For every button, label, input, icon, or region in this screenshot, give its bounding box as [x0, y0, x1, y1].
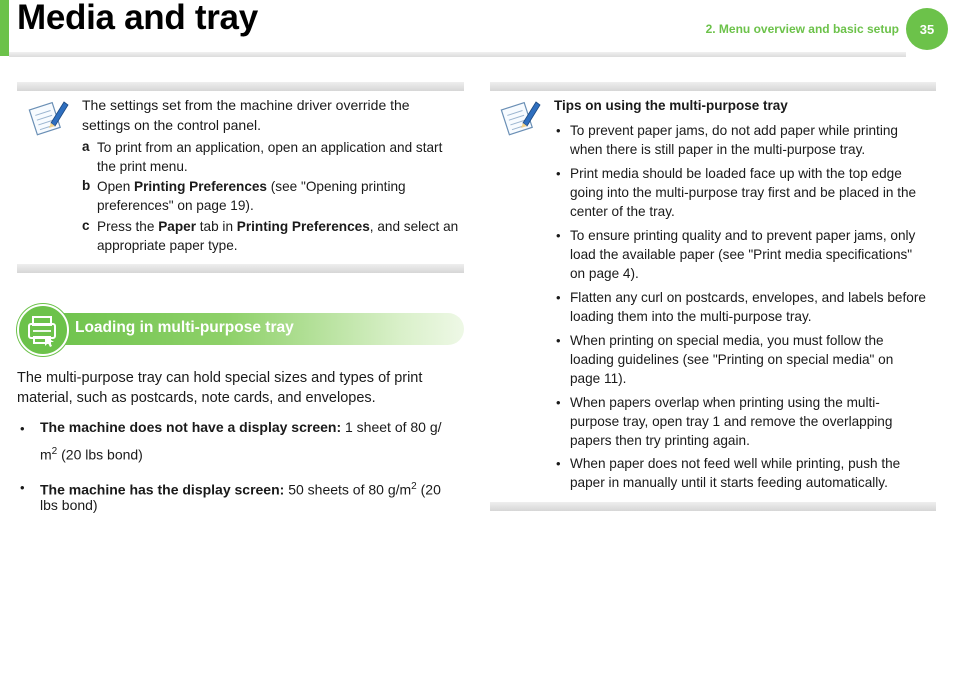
tip-bullet-dot: •: [556, 395, 561, 410]
step-text-part: Press the: [97, 219, 159, 234]
section-intro-line: material, such as postcards, note cards, and envelopes.: [17, 390, 376, 406]
tip-text-line: paper in manually until it starts feeding automatically.: [570, 475, 888, 490]
step-text-bold: Printing Preferences: [134, 179, 267, 194]
tip-text-line: going into the multi-purpose tray first and be placed in the: [570, 185, 917, 200]
tips-panel-top-bar: [490, 82, 936, 91]
note-panel-top-bar: [17, 82, 464, 91]
step-text: appropriate paper type.: [97, 238, 238, 253]
tip-bullet-dot: •: [556, 228, 561, 243]
superscript: 2: [51, 446, 58, 457]
tip-bullet-dot: •: [556, 290, 561, 305]
tip-text-line: loading guidelines (see "Printing on special media" on: [570, 352, 894, 367]
tip-text-line: page 11).: [570, 371, 627, 386]
tip-text-line: Flatten any curl on postcards, envelopes, and labels before: [570, 290, 926, 305]
bullet-dot: •: [20, 421, 25, 436]
capacity-label: The machine does not have a display screen:: [40, 419, 342, 435]
capacity-label: The machine has the display screen:: [40, 481, 285, 498]
page-number-badge: 35: [906, 8, 948, 50]
tip-bullet-dot: •: [556, 333, 561, 348]
superscript: 2: [411, 481, 417, 492]
note-intro-line: The settings set from the machine driver override the: [82, 97, 410, 113]
tip-text-line: When paper does not feed well while printing, push the: [570, 456, 901, 471]
step-text: [97, 217, 458, 236]
capacity-item: [40, 418, 442, 438]
tip-text-line: on page 4).: [570, 266, 639, 281]
tip-text-line: Print media should be loaded face up with the top edge: [570, 166, 902, 181]
capacity-value: 50 sheets of 80 g/m: [284, 481, 412, 498]
step-text: To print from an application, open an application and start: [97, 140, 443, 155]
tip-text-line: papers then try printing again.: [570, 433, 750, 448]
printer-tray-icon: [19, 306, 67, 354]
tip-text-line: purpose tray, open tray 1 and remove the overlapping: [570, 414, 893, 429]
note-pencil-icon: [27, 97, 69, 137]
tip-bullet-dot: •: [556, 123, 561, 138]
tip-text-line: To ensure printing quality and to prevent paper jams, only: [570, 228, 916, 243]
tip-text-line: When papers overlap when printing using the multi-: [570, 395, 880, 410]
note-pencil-icon: [499, 97, 541, 137]
section-icon-circle: [17, 304, 69, 356]
tip-bullet-dot: •: [556, 166, 561, 181]
capacity-unit: m: [40, 446, 52, 463]
header-accent-bar: [0, 0, 9, 56]
capacity-value: (20: [416, 481, 441, 498]
step-text-bold: Paper: [158, 219, 196, 234]
note-panel-bottom-bar: [17, 264, 464, 273]
section-intro-line: The multi-purpose tray can hold special sizes and types of print: [17, 370, 423, 386]
header-divider: [9, 52, 906, 57]
chapter-label: 2. Menu overview and basic setup: [705, 22, 899, 36]
step-text-part: Open: [97, 179, 135, 194]
tip-text-line: load the available paper (see "Print media specifications": [570, 247, 913, 262]
bullet-dot: •: [20, 480, 25, 495]
capacity-value: (20 lbs bond): [57, 446, 143, 463]
step-text: preferences" on page 19).: [97, 198, 254, 213]
tip-text-line: when there is still paper in the multi-purpose tray.: [570, 142, 866, 157]
tips-panel-bottom-bar: [490, 502, 936, 511]
step-marker: a: [82, 139, 90, 154]
capacity-item-cont: lbs bond): [40, 497, 98, 513]
tips-title: Tips on using the multi-purpose tray: [554, 98, 788, 113]
step-marker: b: [82, 178, 91, 193]
capacity-item: [40, 477, 441, 500]
step-text-part: (see "Opening printing: [267, 179, 406, 194]
step-text-part: , and select an: [369, 219, 459, 234]
tip-bullet-dot: •: [556, 456, 561, 471]
tip-text-line: loading them into the multi-purpose tray.: [570, 309, 812, 324]
capacity-item-cont: [40, 442, 143, 465]
tip-text-line: To prevent paper jams, do not add paper while printing: [570, 123, 898, 138]
step-text: the print menu.: [97, 159, 188, 174]
tip-text-line: center of the tray.: [570, 204, 675, 219]
step-text: [97, 177, 406, 196]
tip-text-line: When printing on special media, you must follow the: [570, 333, 884, 348]
page-title: Media and tray: [17, 0, 258, 37]
capacity-value: 1 sheet of 80 g/: [341, 419, 442, 435]
note-intro-line: settings on the control panel.: [82, 117, 262, 133]
section-heading: Loading in multi-purpose tray: [75, 319, 294, 336]
step-text-bold: Printing Preferences: [236, 219, 370, 234]
step-marker: c: [82, 218, 90, 233]
step-text-part: tab in: [195, 219, 237, 234]
